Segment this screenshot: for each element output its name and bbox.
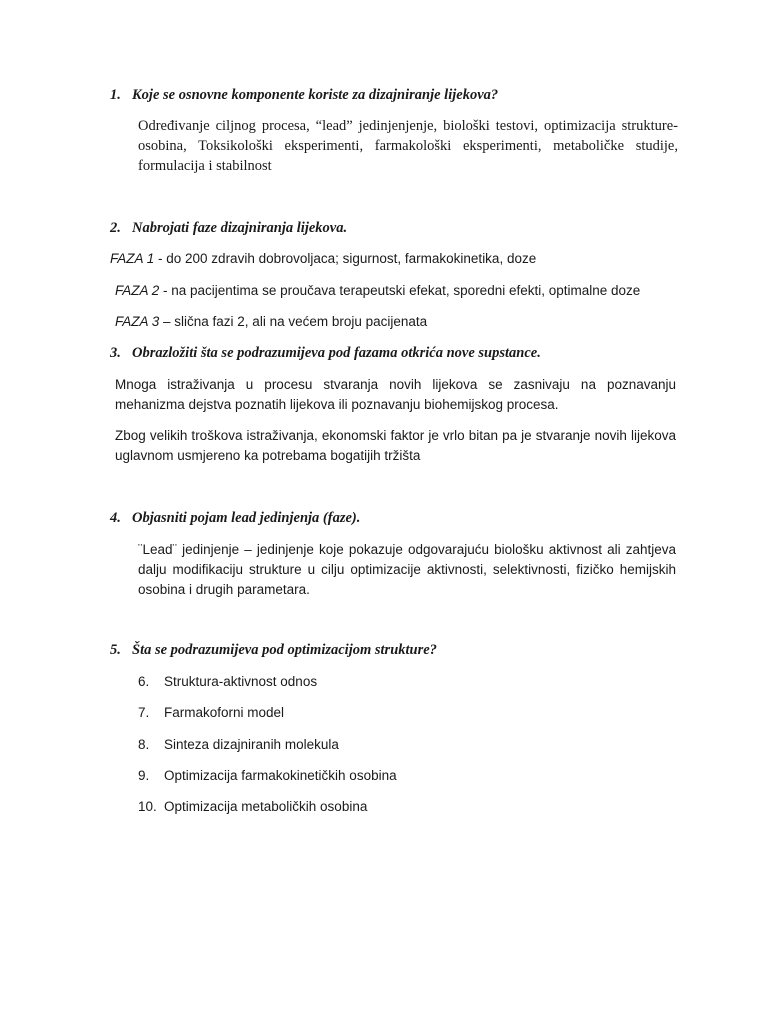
list-item-text: Struktura-aktivnost odnos — [164, 674, 318, 689]
question-5-title: Šta se podrazumijeva pod optimizacijom strukture? — [132, 642, 437, 658]
phase-2-label: FAZA 2 — [115, 283, 160, 298]
question-4-answer: ¨Lead¨ jedinjenje – jedinjenje koje pokazuje odgovarajuću biološku aktivnost ali zahtjeva dalju modifikaciju strukture u cilju optimizacije aktivnosti, selektivnosti, fizičko hemijskih osobina i drugih parametara. — [138, 542, 676, 597]
list-item — [138, 704, 284, 722]
phase-1-text: - do 200 zdravih dobrovoljaca; sigurnost, farmakokinetika, doze — [154, 251, 537, 266]
list-item-text: Optimizacija metaboličkih osobina — [164, 799, 368, 814]
list-item-text: Farmakoforni model — [164, 705, 285, 720]
list-item-number: 8. — [138, 737, 150, 752]
list-item-number: 6. — [138, 674, 150, 689]
list-item — [138, 736, 339, 754]
question-3-heading — [110, 344, 690, 362]
phase-2-text: - na pacijentima se proučava terapeutski efekat, sporedni efekti, optimalne doze — [159, 283, 641, 298]
question-5-heading — [110, 641, 690, 659]
list-item — [138, 767, 397, 785]
question-2-title: Nabrojati faze dizajniranja lijekova. — [132, 220, 348, 236]
question-1-heading — [110, 86, 690, 104]
question-4-title: Objasniti pojam lead jedinjenja (faze). — [132, 510, 361, 526]
question-3-paragraph-2: Zbog velikih troškova istraživanja, ekonomski faktor je vrlo bitan pa je stvaranje novih lijekova uglavnom usmjereno ka potrebama bogatijih tržišta — [115, 428, 676, 463]
question-1-title: Koje se osnovne komponente koriste za dizajniranje lijekova? — [132, 87, 499, 103]
question-3-title: Obrazložiti šta se podrazumijeva pod fazama otkrića nove supstance. — [132, 345, 541, 361]
list-item-number: 10. — [138, 799, 157, 814]
question-4-heading — [110, 509, 690, 527]
phase-3-label: FAZA 3 — [115, 314, 160, 329]
list-item — [138, 673, 317, 691]
phase-2-line — [115, 282, 640, 300]
phase-1-label: FAZA 1 — [110, 251, 155, 266]
question-2-number: 2. — [110, 220, 121, 236]
list-item-text: Optimizacija farmakokinetičkih osobina — [164, 768, 397, 783]
question-5-number: 5. — [110, 642, 121, 658]
question-3-number: 3. — [110, 345, 121, 361]
question-4-number: 4. — [110, 510, 121, 526]
phase-3-text: – slična fazi 2, ali na većem broju pacijenata — [159, 314, 428, 329]
list-item-text: Sinteza dizajniranih molekula — [164, 737, 339, 752]
list-item-number: 7. — [138, 705, 150, 720]
question-1-number: 1. — [110, 87, 121, 103]
question-1-answer: Određivanje ciljnog procesa, “lead” jedinjenjenje, biološki testovi, optimizacija strukture-osobina, Toksikološki eksperimenti, farmakološki eksperimenti, metaboličke studije, formulacija i stabilnost — [138, 118, 678, 174]
list-item — [138, 798, 367, 816]
question-2-heading — [110, 219, 690, 237]
phase-1-line — [110, 250, 536, 268]
list-item-number: 9. — [138, 768, 150, 783]
question-3-paragraph-1: Mnoga istraživanja u procesu stvaranja novih lijekova se zasnivaju na poznavanju mehanizma dejstva poznatih lijekova ili poznavanju biohemijskog procesa. — [115, 377, 676, 412]
phase-3-line — [115, 313, 427, 331]
